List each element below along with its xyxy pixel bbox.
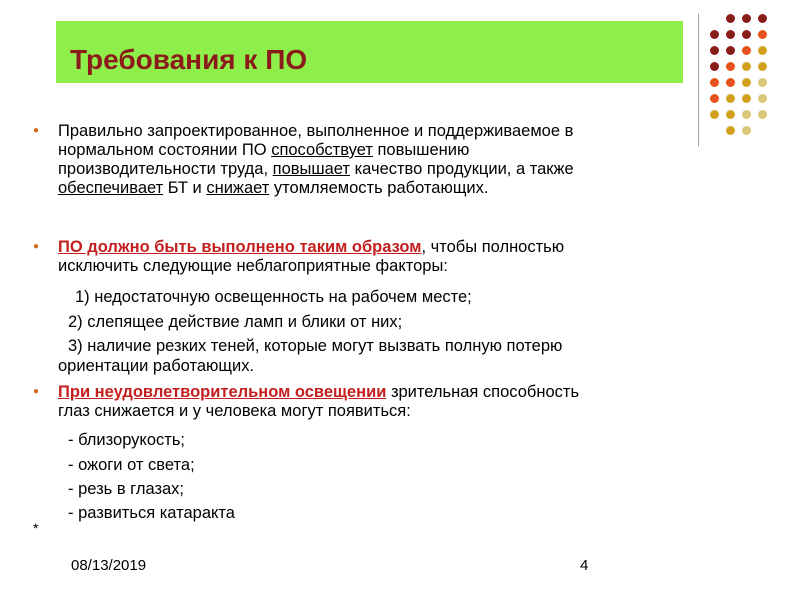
decorative-dot — [710, 110, 719, 119]
list-item: - ожоги от света; — [68, 456, 195, 474]
decorative-dot — [742, 46, 751, 55]
decorative-dot — [758, 62, 767, 71]
list-item: - развиться катаракта — [68, 504, 235, 522]
list-item: ориентации работающих. — [58, 357, 255, 375]
decorative-dot — [742, 78, 751, 87]
decorative-dot — [742, 126, 751, 135]
p3-text: зрительная способность глаз снижается и у человека могут появиться: — [58, 383, 580, 420]
decorative-dot — [758, 78, 767, 87]
divider-line — [698, 14, 699, 146]
slide-number: 4 — [580, 557, 589, 574]
p3-highlight: При неудовлетворительном освещении — [58, 383, 387, 401]
decorative-dot — [726, 14, 735, 23]
list-item: - близорукость; — [68, 431, 185, 449]
decorative-dot — [726, 126, 735, 135]
paragraph-2-text — [58, 238, 618, 276]
decorative-dot — [758, 110, 767, 119]
list-item: 1) недостаточную освещенность на рабочем месте; — [75, 288, 472, 306]
decorative-dot — [758, 46, 767, 55]
decorative-dot — [726, 30, 735, 39]
paragraph-3-text — [58, 383, 613, 421]
list-item: 2) слепящее действие ламп и блики от них; — [68, 313, 403, 331]
footer-date: 08/13/2019 — [71, 557, 147, 574]
decorative-dot — [710, 62, 719, 71]
list-item: - резь в глазах; — [68, 480, 185, 498]
p1-underlined-3: обеспечивает — [58, 179, 164, 197]
decorative-dot — [726, 62, 735, 71]
decorative-dot — [742, 14, 751, 23]
decorative-dot — [726, 78, 735, 87]
decorative-dot — [758, 14, 767, 23]
p1-text-1: Правильно запроектированное, выполненное и поддерживаемое в нормальном состоянии ПО — [58, 122, 574, 159]
slide-title: Требования к ПО — [70, 44, 308, 75]
p2-text: , чтобы полностью исключить следующие неблагоприятные факторы: — [58, 238, 565, 275]
decorative-dot — [742, 30, 751, 39]
p1-underlined-1: способствует — [271, 141, 373, 159]
decorative-dot — [710, 30, 719, 39]
decorative-dot — [710, 94, 719, 103]
decorative-dot — [710, 46, 719, 55]
p1-text-4: БТ и — [163, 179, 207, 197]
decorative-dot — [758, 94, 767, 103]
p1-underlined-4: снижает — [206, 179, 270, 197]
p1-underlined-2: повышает — [272, 160, 350, 178]
decorative-dot — [758, 30, 767, 39]
p1-text-5: утомляемость работающих. — [269, 179, 489, 197]
decorative-dot — [726, 110, 735, 119]
p2-highlight: ПО должно быть выполнено таким образом — [58, 238, 422, 256]
decorative-dot — [710, 78, 719, 87]
decorative-dot — [742, 94, 751, 103]
list-item: 3) наличие резких теней, которые могут вызвать полную потерю — [68, 337, 563, 355]
decorative-dot — [742, 110, 751, 119]
decorative-dot — [742, 62, 751, 71]
decorative-dot — [726, 94, 735, 103]
footer-star: * — [33, 520, 39, 536]
decorative-dot — [726, 46, 735, 55]
paragraph-1-text — [58, 122, 623, 198]
p1-text-3: качество продукции, а также — [350, 160, 574, 178]
p1-text-2: повышению производительности труда, — [58, 141, 470, 178]
